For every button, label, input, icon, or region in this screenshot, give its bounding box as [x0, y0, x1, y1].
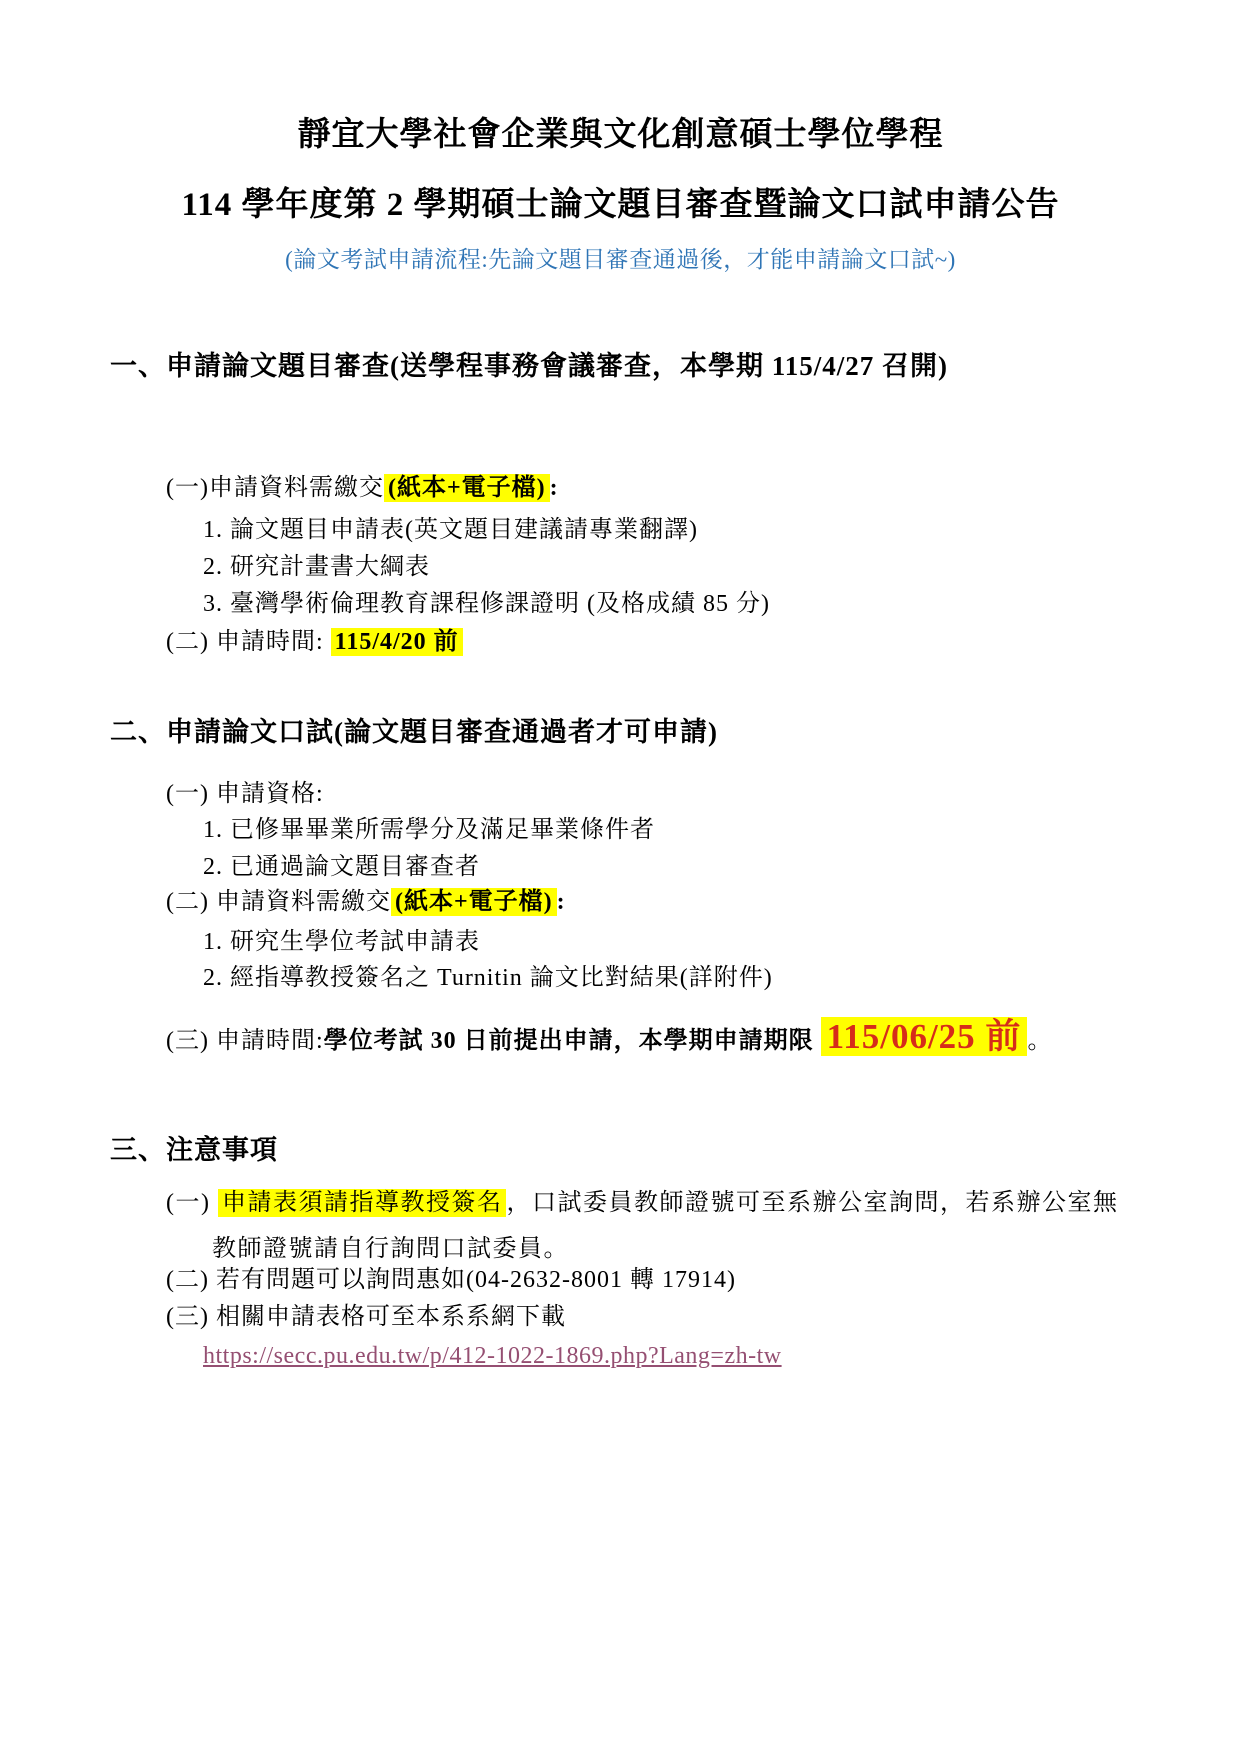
- section2-doc-item: 2. 經指導教授簽名之 Turnitin 論文比對結果(詳附件): [203, 965, 773, 991]
- section3-item-a-text: ，口試委員教師證號可至系辦公室詢問，若系辦公室無教師證號請自行詢問口試委員。: [212, 1190, 1119, 1262]
- section1-item-a-prefix: (一)申請資料需繳交: [166, 475, 384, 501]
- section1-item-a: [166, 472, 559, 506]
- section2-heading: 二、申請論文口試(論文題目審查通過者才可申請): [110, 717, 718, 747]
- section1-doc-item: 2. 研究計畫書大綱表: [203, 554, 430, 580]
- section2-item-b-highlight: (紙本+電子檔): [391, 888, 557, 916]
- section1-item-b: [166, 626, 463, 660]
- section3-item-a: [166, 1180, 1138, 1272]
- section2-doc-item: 1. 研究生學位考試申請表: [203, 929, 480, 955]
- section1-item-a-highlight: (紙本+電子檔): [384, 474, 550, 502]
- section2-item-c-period: 。: [1027, 1028, 1053, 1054]
- section3-item-a-label: (一): [166, 1190, 218, 1216]
- section1-doc-item: 1. 論文題目申請表(英文題目建議請專業翻譯): [203, 517, 698, 543]
- section2-item-c-label: (三) 申請時間:: [166, 1028, 324, 1054]
- section2-item-a-label: (一) 申請資格:: [166, 781, 324, 807]
- section1-deadline: 115/4/20 前: [331, 628, 463, 656]
- section3-item-c: (三) 相關申請表格可至本系系網下載: [166, 1304, 566, 1330]
- section1-doc-item: 3. 臺灣學術倫理教育課程修課證明 (及格成績 85 分): [203, 591, 770, 617]
- section2-item-c-bold-text: 學位考試 30 日前提出申請，本學期申請期限: [323, 1028, 821, 1054]
- section3-heading: 三、注意事項: [110, 1135, 278, 1165]
- document-title-line1: 靜宜大學社會企業與文化創意碩士學位學程: [297, 117, 944, 153]
- section2-item-c: [166, 1012, 1052, 1061]
- section3-item-b: (二) 若有問題可以詢問惠如(04-2632-8001 轉 17914): [166, 1267, 736, 1293]
- document-title-line2: 114 學年度第 2 學期碩士論文題目審查暨論文口試申請公告: [181, 187, 1060, 223]
- section2-item-b: [166, 886, 566, 920]
- section2-qualification-item: 2. 已通過論文題目審查者: [203, 854, 480, 880]
- section2-item-b-prefix: (二) 申請資料需繳交: [166, 889, 391, 915]
- section2-deadline: 115/06/25 前: [821, 1017, 1028, 1056]
- section3-item-a-highlight: 申請表須請指導教授簽名: [218, 1189, 507, 1217]
- process-note: (論文考試申請流程:先論文題目審查通過後，才能申請論文口試~): [285, 247, 956, 272]
- section1-item-b-label: (二) 申請時間:: [166, 629, 331, 655]
- section2-qualification-item: 1. 已修畢畢業所需學分及滿足畢業條件者: [203, 817, 655, 843]
- section2-item-b-colon: :: [556, 889, 566, 915]
- section1-item-a-colon: :: [549, 475, 559, 501]
- download-forms-link[interactable]: https://secc.pu.edu.tw/p/412-1022-1869.php?Lang=zh-tw: [203, 1343, 782, 1369]
- section1-heading: 一、申請論文題目審查(送學程事務會議審查，本學期 115/4/27 召開): [110, 351, 948, 381]
